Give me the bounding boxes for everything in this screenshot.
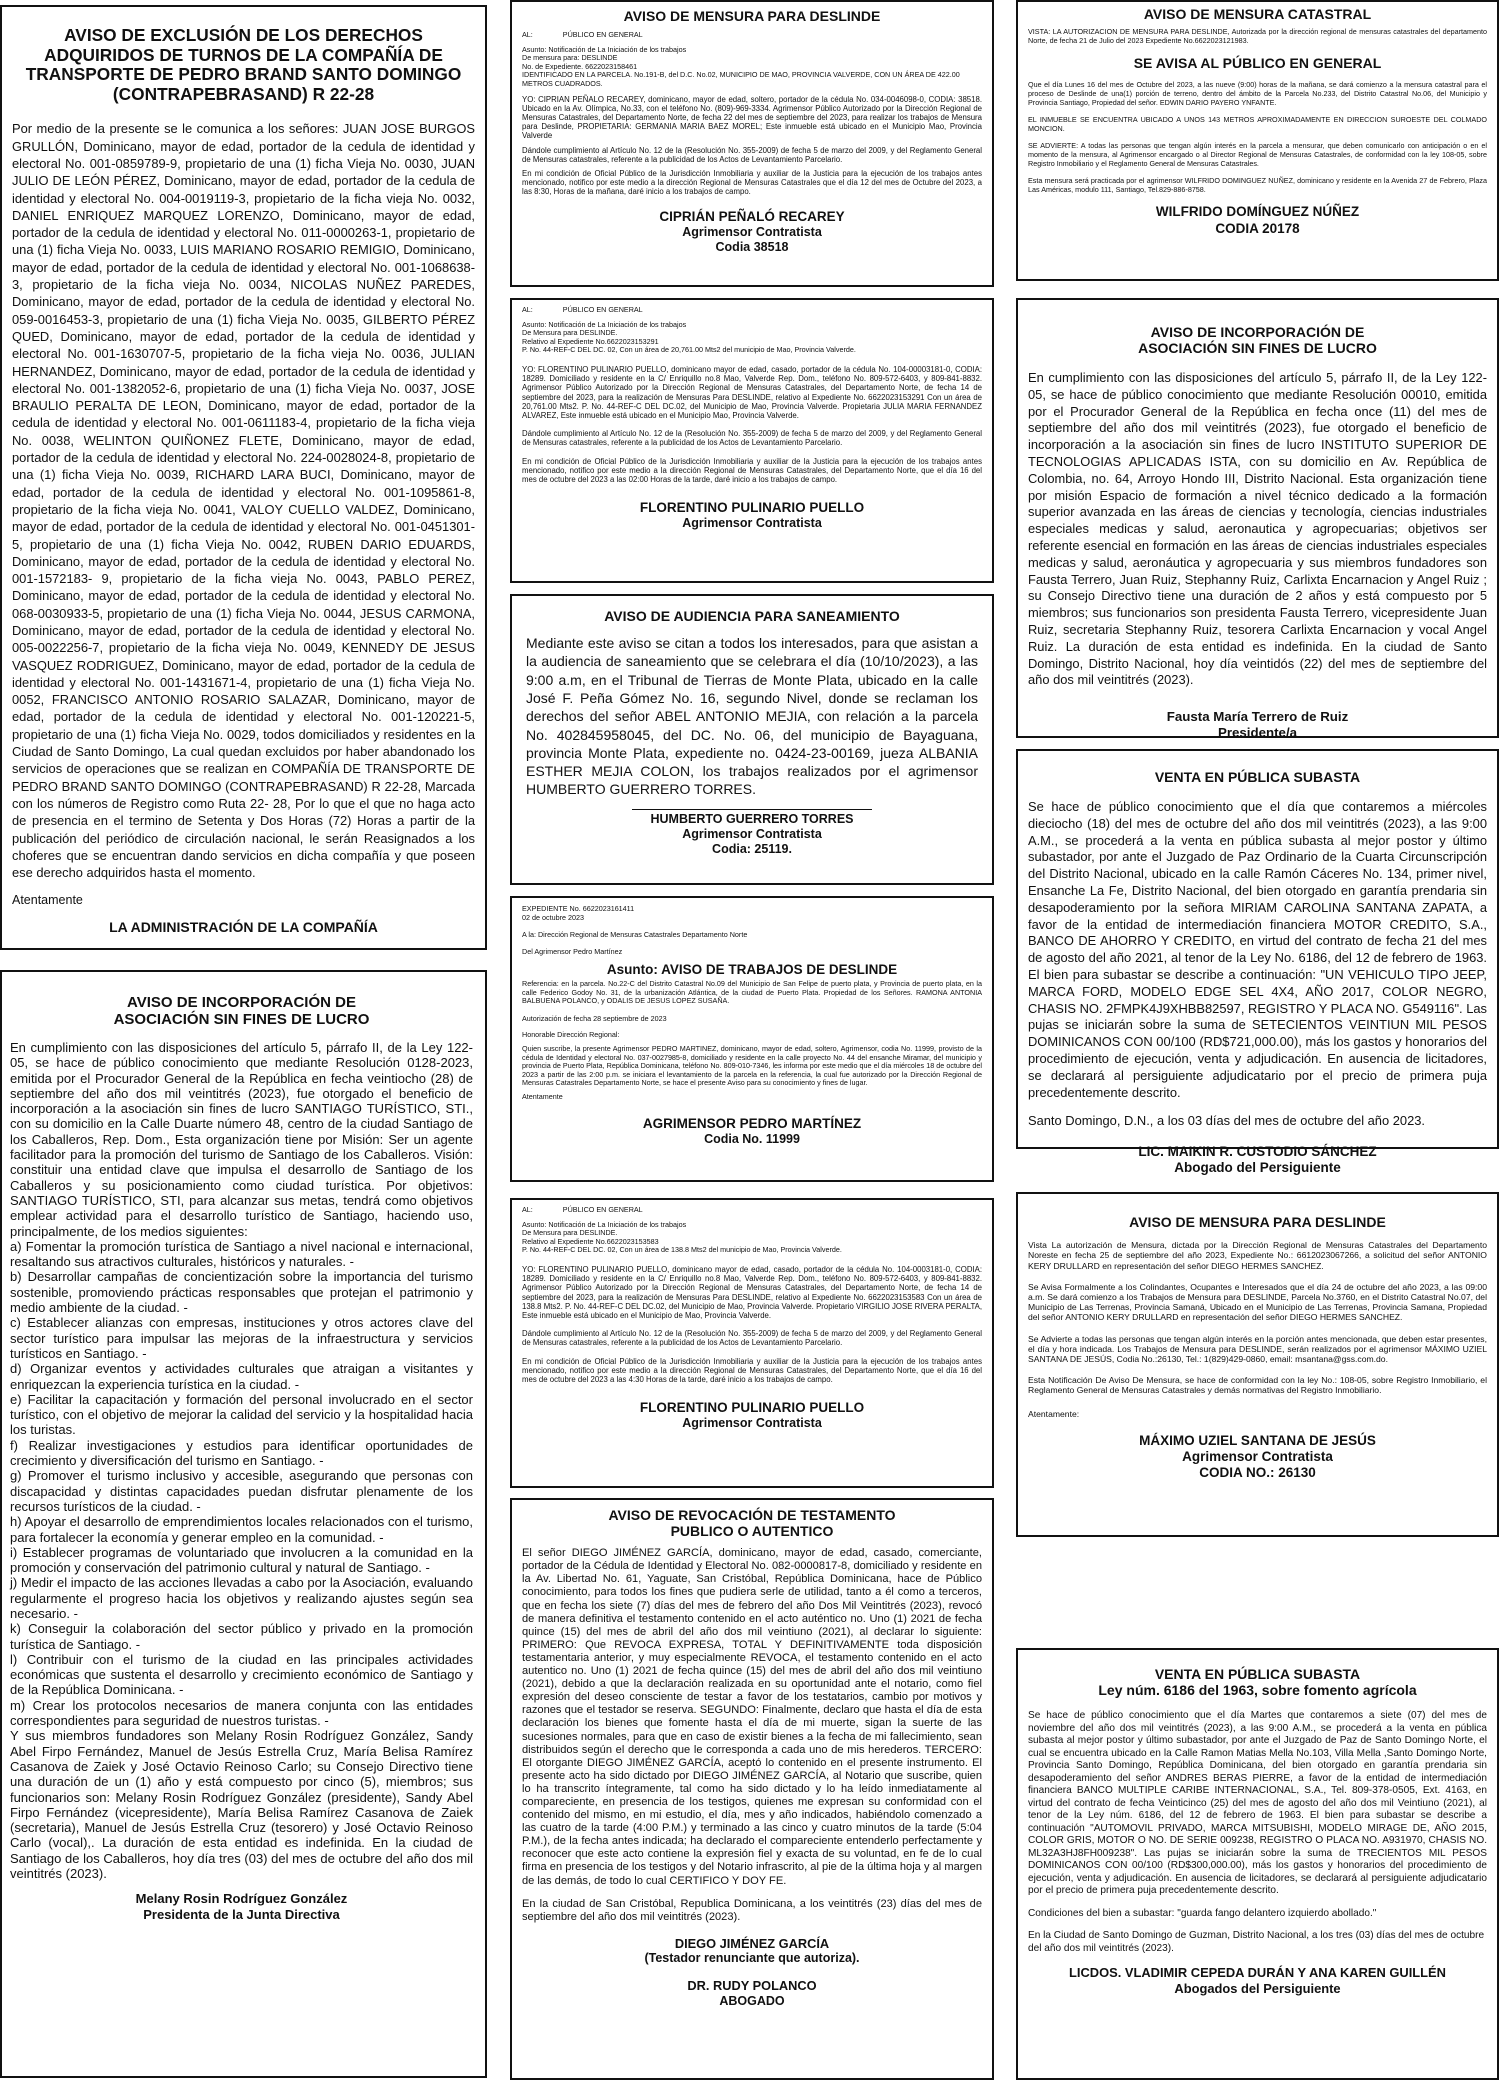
signature-codia: Codia 38518: [715, 239, 789, 254]
notice-title: AVISO DE MENSURA PARA DESLINDE: [1129, 1214, 1386, 1230]
header-block: [522, 905, 982, 957]
notice-title: VENTA EN PÚBLICA SUBASTA: [1154, 1666, 1361, 1682]
subject-line: De Mensura para DESLINDE.: [522, 1228, 618, 1238]
signature-name: WILFRIDO DOMÍNGUEZ NÚÑEZ: [1155, 204, 1360, 220]
notice-subtitle: PUBLICO O AUTENTICO: [670, 1523, 834, 1540]
signature-company: LA ADMINISTRACIÓN DE LA COMPAÑÍA: [109, 919, 378, 936]
notice-body: Mediante este aviso se citan a todos los interesados, para que asistan a la audiencia de saneamiento que se celebrara el día (10/10/2023), a las 9:00 a.m, en el Tribunal de Tierras de Monte Plata, ubicado en la calle José F. Peña Gómez No. 16, segundo Nivel, donde se reclaman los derechos del señor ABEL ANTONIO MEJIA, con relación a la parcela No. 402845958045, del DC. No. 06, del municipio de Bayaguana, provincia Monte Plata, expediente no. 0424-23-00169, jueza ALBANIA ESTHER MEJIA COLON, los trabajos realizados por el agrimensor HUMBERTO GUERRERO TORRES.: [526, 635, 978, 798]
signature-line: [632, 809, 872, 810]
signature-name: Melany Rosin Rodríguez González: [135, 1891, 348, 1907]
signature-role: (Testador renunciante que autoriza).: [644, 1951, 860, 1966]
notice-paragraph: i) Establecer programas de voluntariado que involucren a la comunidad en la promoción y conservación del patrimonio cultural y natural de Santiago. -: [10, 1544, 473, 1576]
notice-paragraph: Se Advierte a todas las personas que tengan algún interés en la porción antes mencionada, que deben estar presentes, el día y hora indicada. Los Trabajos de Mensura para DESLINDE, serán realizados por el agrimensor MÁXIMO UZIEL SANTANA DE JESÚS, Codia No.:26130, Tel.: 1(829)429-0860, email: msantana@gss.com.do.: [1028, 1333, 1487, 1364]
notice-title: AVISO DE INCORPORACIÓN DE ASOCIACIÓN SIN FINES DE LUCRO: [1138, 324, 1377, 356]
notice-paragraph: j) Medir el impacto de las acciones llevadas a cabo por la Asociación, evaluando regularmente el progreso hacia los objetivos y realizando ajustes según sea necesario. -: [10, 1575, 473, 1621]
signature-codia: CODIA NO.: 26130: [1199, 1465, 1316, 1481]
signature-role: Agrimensor Contratista: [682, 516, 822, 531]
signature-name: DIEGO JIMÉNEZ GARCÍA: [674, 1935, 830, 1951]
notice-paragraph: d) Organizar eventos y actividades culturales que atraigan a visitantes y enriquezcan la experiencia turística en la ciudad. -: [10, 1361, 473, 1392]
subject-line: Asunto: Notificación de La Iniciación de los trabajos: [522, 319, 687, 329]
signature-name: AGRIMENSOR PEDRO MARTÍNEZ: [642, 1115, 862, 1131]
notice-body: [10, 1040, 473, 1881]
subject-line: Relativo al Expediente No.6622023153583: [522, 1236, 659, 1246]
notice-paragraph: EL INMUEBLE SE ENCUENTRA UBICADO A UNOS 143 METROS APROXIMADAMENTE EN DIRECCION SUROESTE DEL COLMADO MONCION.: [1028, 115, 1487, 133]
notice-paragraph: SE ADVIERTE: A todas las personas que tengan algún interés en la parcela a mensurar, que deben comunicarlo con anticipación o en el momento de la mensura, al Agrimensor encargado o al Director Regional de Mensuras Catastrales, de conformidad con la ley 108-05, sobre Registro Inmobiliario y el Reglamento General de Mensuras Catastrales.: [1028, 141, 1487, 168]
subject-line: P. No. 44-REF-C DEL DC. 02, Con un área de 20,761.00 Mts2 del municipio de Mao, Provincia Valverde.: [522, 345, 856, 355]
notice-paragraph: Dándole cumplimiento al Artículo No. 12 de la (Resolución No. 355-2009) de fecha 5 de marzo del 2009, y del Reglamento General de Mensuras catastrales, referente a la publicidad de los Actos de Levantamiento Parcelario.: [522, 145, 982, 164]
notice-paragraph: Vista La autorización de Mensura, dictada por la Dirección Regional de Mensuras Catastrales del Departamento Noreste en fecha 25 de septiembre del año 2023, Expediente No.: 6612023067266, a solicitud del señor ANTONIO KERY DRULLARD en representación del señor DIEGO HERMES SANCHEZ.: [1028, 1240, 1487, 1271]
notice-paragraph: YO: FLORENTINO PULINARIO PUELLO, dominicano mayor de edad, casado, portador de la cédula No. 104-0003181-0, CODIA: 18289. Domiciliado y residente en la C/ Enriquillo no.8 Mao, Valverde Rep. Dom., teléfono No. 809-572-6403, y 809-841-8832. Agrimensor Público Autorizado por la Dirección Regional de Mensuras Catastrales, del Departamento Norte, de fecha 14 de septiembre del 2023, para la realización de Mensuras Para DESLINDE, relativo al Expediente No. 6622023153583 Con un área de 138.8 Mts2. P. No. 44-REF-C DEL DC.02, del Municipio de Mao, Provincia Valverde. Propietario VIRGILIO JOSE RIVERA PERALTA, Este inmueble está ubicado en el Municipio de Mao, Provincia Valverde.: [522, 1264, 982, 1320]
signature-name: MÁXIMO UZIEL SANTANA DE JESÚS: [1139, 1432, 1376, 1448]
notice-mensura-deslinde-pulinario-2: [510, 1198, 994, 1488]
signature-codia: CODIA 20178: [1215, 220, 1300, 236]
notice-paragraph: YO: FLORENTINO PULINARIO PUELLO, dominicano mayor de edad, casado, portador de la cédula No. 104-00003181-0, CODIA: 18289. Domiciliado y residente en la C/ Enriquillo no.8 Mao, Valverde Rep. Dom., teléfono No. 809-572-6403, y 809-841-8832. Agrimensor Público Autorizado por la Dirección Regional de Mensuras Catastrales, del Departamento Norte, de fecha 14 de septiembre del 2023, para la realización de Mensuras Para DESLINDE, relativo al Expediente No. 6622023153291 Con un área de 20,761.00 Mts2. P. No. 44-REF-C DEL DC.02, del Municipio de Mao, Provincia Valverde. Propietaria JULIA MARIA FERNANDEZ ALVAREZ, Este inmueble está ubicado en el Municipio Mao, Provincia Valverde.: [522, 364, 982, 420]
subject-block: [522, 1221, 982, 1255]
subject-line: De mensura para: DESLINDE: [522, 53, 618, 63]
signature-codia: Codia: 25119.: [712, 841, 792, 856]
notice-paragraph: Dándole cumplimiento al Artículo No. 12 de la (Resolución No. 355-2009) de fecha 5 de marzo del 2009, y del Reglamento General de Mensuras catastrales, referente a la publicidad de los Actos de Levantamiento Parcelario.: [522, 429, 982, 448]
subject-line: No. de Expediente. 6622023158461: [522, 61, 638, 71]
signature-name: FLORENTINO PULINARIO PUELLO: [639, 1400, 865, 1416]
header-line: 02 de octubre 2023: [522, 912, 584, 922]
notice-paragraph: Esta Notificación De Aviso De Mensura, se hace de conformidad con la ley No.: 108-05, sobre Registro Inmobiliario, el Reglamento General de Mensuras Catastrales y demás normativas del Registro Inmobiliario.: [1028, 1375, 1487, 1396]
closing-text: Atentamente:: [1028, 1408, 1080, 1419]
notice-exclusion-turnos: [0, 5, 487, 950]
notice-incorporacion-santiago: [0, 970, 487, 2078]
notice-paragraph: m) Crear los protocolos necesarios de manera conjunta con las entidades correspondientes para seguridad de nuestros turistas. -: [10, 1697, 473, 1729]
notice-incorporacion-ista: [1016, 298, 1499, 741]
notice-subtitle: SE AVISA AL PÚBLICO EN GENERAL: [1133, 55, 1382, 72]
recipient-line: AL: PÚBLICO EN GENERAL: [522, 1205, 643, 1214]
signature-name: LIC. MAIKIN R. CUSTODIO SÁNCHEZ: [1138, 1144, 1377, 1160]
signature-role: Agrimensor Contratista: [682, 1416, 822, 1431]
notice-title: AVISO DE MENSURA PARA DESLINDE: [623, 8, 881, 24]
notice-paragraph: Dándole cumplimiento al Artículo No. 12 de la (Resolución No. 355-2009) de fecha 5 de marzo del 2009, y del Reglamento General de Mensuras catastrales, referente a la publicidad de los Actos de Levantamiento Parcelario.: [522, 1329, 982, 1348]
notice-paragraph: YO: CIPRIAN PEÑALO RECAREY, dominicano, mayor de edad, soltero, portador de la cédula No. 034-0046098-0, CODIA: 38518. Ubicado en la Av. Olímpica, No.33, con el teléfono No. (809)-969-3334. Agrimensor Público Autorizado por la Dirección Regional de Mensuras Catastrales, del Departamento Norte, de fecha 22 del mes de septiembre del 2023, para realizar los trabajos de Mensura para Deslinde, PROPIETARIA: GERMANIA MARIA BAEZ MOREL; Este inmueble está ubicado en el Municipio Mao, Provincia Valverde: [522, 94, 982, 141]
notice-paragraph: e) Facilitar la capacitación y formación del personal involucrado en el sector turístico, con el objetivo de mejorar la calidad del servicio y la hospitalidad hacia los turistas.: [10, 1391, 473, 1438]
signature-name: HUMBERTO GUERRERO TORRES: [650, 811, 854, 826]
place-date: En la ciudad de San Cristóbal, Republica Dominicana, a los veintitrés (23) días del mes de septiembre del año dos mil veintitrés (2023).: [522, 1897, 982, 1923]
notice-paragraph: En mi condición de Oficial Público de la Jurisdicción Inmobiliaria y auxiliar de la Justicia para la ejecución de los trabajos antes mencionado, notifico por este medio a la dirección Regional de Mensuras Catastrales, del Departamento Norte, que el día 16 del mes de octubre del 2023 a las 4:30 Horas de la tarde, daré inicio a los trabajos de campo.: [522, 1356, 982, 1384]
notice-title: AVISO DE AUDIENCIA PARA SANEAMIENTO: [604, 608, 900, 624]
notice-body: Se hace de público conocimiento que el día que contaremos a miércoles dieciocho (18) del mes de octubre del año dos mil veintitrés (2023), a las 9:00 A.M., se procederá a la venta en pública subasta al mejor postor y último subastador, por ante el Juzgado de Paz Ordinario de la Cuarta Circunscripción del Distrito Nacional, ubicado en la calle Ramón Cáceres No. 134, primer nivel, Ensanche La Fe, Distrito Nacional, del bien otorgado en garantía prendaria sin desapoderamiento por la señora MIRIAM CAROLINA SANTANA ZAPATA, a favor de la entidad de intermediación financiera MOTOR CREDITO, S.A., BANCO DE AHORRO Y CREDITO, en virtud del contrato de fecha 21 del mes de agosto del año 2021, al tenor de la Ley No. 6186, del 12 de febrero de 1963. El bien para subastar se describe a continuación: "UN VEHICULO TIPO JEEP, MARCA FORD, MODELO EDGE SEL 4X4, AÑO 2017, COLOR NEGRO, CHASIS NO. 2FMPK4J9XHBB82597, REGISTRO Y PLACA NO. G549116". Las pujas se iniciarán sobre la suma de SETECIENTOS VEINTIUN MIL PESOS DOMINICANOS CON 00/100 (RD$721,000.00), más los gastos y honorarios del procedimiento de ejecución, venta y adjudicación. En ausencia de licitadores, se declarará al persiguiente adjudicatario por el precio de primera puja precedentemente descrito.: [1028, 799, 1487, 1100]
place-date: Santo Domingo, D.N., a los 03 días del mes de octubre del año 2023.: [1028, 1113, 1425, 1129]
notice-title: AVISO DE EXCLUSIÓN DE LOS DERECHOS ADQUIRIDOS DE TURNOS DE LA COMPAÑÍA DE TRANSPORTE DE PEDRO BRAND SANTO DOMINGO (CONTRAPEBRASAND) R 22-28: [25, 25, 462, 104]
notice-mensura-catastral: [1016, 0, 1499, 281]
signature-role: Agrimensor Contratista: [682, 826, 822, 841]
subject-line: Asunto: Notificación de La Iniciación de los trabajos: [522, 1219, 687, 1229]
notice-paragraph: En mi condición de Oficial Público de la Jurisdicción Inmobiliaria y auxiliar de la Justicia para la ejecución de los trabajos antes mencionado, notifico por este medio a la dirección Regional de Mensuras Catastrales que el día 12 del mes de Octubre del 2023, a las 8:30, Horas de la mañana, daré inicio a los trabajos de campo.: [522, 169, 982, 197]
notice-paragraph: c) Establecer alianzas con empresas, instituciones y otros actores clave del sector turístico para impulsar las mejoras de la infraestructura y servicios turísticos en Santiago. -: [10, 1315, 473, 1361]
notice-paragraph: l) Contribuir con el turismo de la ciudad en las principales actividades económicas que sustenta el desarrollo y crecimiento económico de Santiago y de la República Dominicana. -: [10, 1651, 473, 1698]
notice-paragraph: En cumplimiento con las disposiciones del artículo 5, párrafo II, de la Ley 122-05, se hace de público conocimiento que mediante Resolución 0128-2023, emitida por el Procurador General de la República en fecha veintiocho (28) de septiembre del año dos mil veintitrés (2023), fue otorgado el beneficio de incorporación a la asociación sin fines de lucro SANTIAGO TURÍSTICO, STI., con su domicilio en la Calle Duarte número 48, centro de la ciudad Santiago de los Caballeros, Rep. Dom., Esta organización tiene por Misión: Ser un agente facilitador para la promoción del turismo de Santiago de los Caballeros. Visión: constituir una entidad clave que impulsa el desarrollo de Santiago de los Caballeros y su posicionamiento como ciudad turística. Por objetivos: SANTIAGO TURÍSTICO, STI, para alcanzar sus metas, tendrá como objetivos emplear actividad para el desarrollo turístico de Santiago, haciendo uso, principalmente, de los medios siguientes:: [10, 1040, 473, 1239]
signature-name: Fausta María Terrero de Ruiz: [1166, 709, 1349, 725]
signature-role: Presidenta de la Junta Directiva: [143, 1906, 340, 1922]
signature-role: Presidente/a: [1217, 725, 1298, 741]
notice-paragraph: f) Realizar investigaciones y estudios para identificar oportunidades de crecimiento y diversificación del turismo en Santiago. -: [10, 1437, 473, 1469]
lawyer-role: ABOGADO: [719, 1993, 785, 2008]
recipient-line: AL: PÚBLICO EN GENERAL: [522, 30, 643, 40]
notice-trabajos-deslinde-martinez: [510, 896, 994, 1182]
subject-line: P. No. 44-REF-C DEL DC. 02, Con un área de 138.8 Mts2 del municipio de Mao, Provincia Valverde.: [522, 1245, 842, 1255]
notice-body: Se hace de público conocimiento que el día Martes que contaremos a siete (07) del mes de noviembre del año dos mil veintitrés (2023), a las 9:00 A.M., se procederá a la venta en pública subasta al mejor postor y último subastador, por ante el Juzgado de Paz de Santo Domingo Norte, el cual se encuentra ubicado en la Calle Ramon Matias Mella No.103, Villa Mella ,Santo Domingo Norte, Provincia Santo Domingo, República Dominicana, del bien otorgado en garantía prendaria sin desapoderamiento del señor ANDRES BERAS PIERRE, a favor de la entidad de intermediación financiera BANCO MULTIPLE CARIBE INTERNACIONAL, S.A., Tel. 809-378-0505, Ext. 4163, en virtud del contrato de fecha Veinticinco (25) del mes de agosto del año dos mil Veintiuno (2021), al tenor de la Ley núm. 6186, del 12 de febrero de 1963. El bien para subastar se describe a continuación "AUTOMOVIL PRIVADO, MARCA MITSUBISHI, MODELO MIRAGE DE, AÑO 2015, COLOR GRIS, MOTOR O NO. DE SERIE 009238, REGISTRO O PLACA NO. A931970, CHASIS NO. ML32A3HJ8FH009238". Las pujas se iniciarán sobre la suma de TRECIENTOS MIL PESOS DOMINICANOS CON 00/100 (RD$300,000.00), más los gastos y honorarios del procedimiento de ejecución, venta y adjudicación. En ausencia de licitadores, se declarará al persiguiente adjudicatario por el precio de primera puja precedentemente descrito.: [1028, 1710, 1487, 1897]
notice-subtitle: Ley núm. 6186 del 1963, sobre fomento agrícola: [1098, 1682, 1417, 1699]
notice-body: En cumplimiento con las disposiciones del artículo 5, párrafo II, de la Ley 122-05, se hace de público conocimiento que mediante Resolución 00010, emitida por el Procurador General de la República en fecha once (11) del mes de septiembre del año dos mil veintitrés (2023), fue otorgado el beneficio de incorporación a la asociación sin fines de lucro INSTITUTO SUPERIOR DE TECNOLOGIAS APLICADAS ISTA, con su domicilio en Av. República de Colombia, no. 64, Arroyo Hondo III, Distrito Nacional. Esta organización tiene por misión Espacio de formación a nivel técnico dedicado a la formación superior avanzada en las áreas de ciencias y tecnología, ciencias industriales especiales medicas y salud, aeronautica y agropecuarias; objetivos ser referente esencial en formación en las áreas de ciencias industriales especiales medicas y salud, aeronáutica y agropecuaria y sus miembros fundadores son Fausta Terrero, Juan Ruiz, Stephanny Ruiz, Carlixta Encarnacion y Angel Ruiz ; su Consejo Directivo tiene una duración de 2 años y está compuesto por 5 miembros; sus funcionarios son presidenta Fausta Terrero, vicepresidente Juan Ruiz, secretaria Stephanny Ruiz, tesorera Carlixta Encarnacion y vocal Angel Ruiz. La duración de esta entidad es indefinida. En la ciudad de Santo Domingo, Distrito Nacional, hoy día veintidós (22) del mes de septiembre del año dos mil veintitrés (2023).: [1028, 370, 1487, 688]
header-line: Del Agrimensor Pedro Martínez: [522, 946, 623, 956]
header-line: A la: Dirección Regional de Mensuras Catastrales Departamento Norte: [522, 929, 748, 939]
notice-paragraph: a) Fomentar la promoción turística de Santiago a nivel nacional e internacional, resaltando sus atractivos culturales, históricos y naturales. -: [10, 1238, 473, 1270]
signature-name: FLORENTINO PULINARIO PUELLO: [639, 500, 865, 516]
notice-audiencia-saneamiento: [510, 594, 994, 885]
notice-title: AVISO DE INCORPORACIÓN DE ASOCIACIÓN SIN FINES DE LUCRO: [113, 994, 370, 1028]
notice-body: El señor DIEGO JIMÉNEZ GARCÍA, dominicano, mayor de edad, casado, comerciante, portador de la Cédula de Identidad y Electoral No. 082-0000817-8, domiciliado y residente en la Av. Libertad No. 61, Yaguate, San Cristóbal, República Dominicana, hace de Público conocimiento, para todos los fines que pudiera serle de utilidad, tanto a él como a terceros, que en fecha los siete (7) días del mes de febrero del año Dos Mil Veintitrés (2023), revocó de manera definitiva el testamento contenido en el acto auténtico no. Uno (1) 2021 de fecha quince (15) del mes de abril del año dos mil veintiuno (2021), al declarar lo siguiente: PRIMERO: Que REVOCA EXPRESA, TOTAL Y DEFINITIVAMENTE toda disposición testamentaria anterior, y muy especialmente REVOCA, el testamento contenido en el acto autentico no. Uno (1) 2021 de fecha quince (15) del mes de abril del año dos mil veintiuno (2021), debido a que la declaración realizada en su oportunidad ante el notario, como fiel expresión del deseo consciente de testar a favor de los testatarios, cambio por motivos y razones que el testador se reserva. SEGUNDO: Finalmente, declaro que hasta el día de esta declaración los bienes que fomente hasta el día de mi muerte, sigan la suerte de las sucesiones normales, para que en caso de existir bienes a la fecha de mi fallecimiento, sean distribuidos según el derecho que le corresponda a cada uno de mis herederos. TERCERO: El otorgante DIEGO JIMÉNEZ GARCÍA, aceptó lo contenido en el presente instrumento. El presente acto ha sido dictado por DIEGO JIMÉNEZ GARCÍA, al Notario que suscribe, quien lo ha transcrito íntegramente, tal como ha sido dictado y lo ha leído inmediatamente al compareciente, en presencia de los testigos, quienes me expresan su conformidad con el contenido del mismo, en mi estudio, el día, mes y año indicados, habiéndolo comenzado a las cuatro de la tarde (4:00 P.M.) y terminado a las cinco y cuatro minutos de la tarde (5:04 P.M.), de la fecha antes indicada; ha declarado el compareciente entenderlo perfectamente y reconocer que este acto contiene la expresión fiel y exacta de su voluntad, en fe de lo cual firma en presencia de los testigos y del Notario infrascrito, al pie de la última hoja y al margen de las demás, de todo lo cual CERTIFICO Y DOY FE.: [522, 1547, 982, 1887]
notice-reference: Referencia: en la parcela. No.22-C del Distrito Catastral No.09 del Municipio de San Felipe de puerto plata, y Provincia de puerto plata, en la calle Federico Godoy No. 31, de la urbanización Atlántica, de la ciudad de Puerto Plata. Propiedad de los Señores. RAMONA ANTONIA BALBUENA POLANCO, y ODALIS DE JESUS LOPEZ SUSAÑA.: [522, 979, 982, 1006]
notice-title: AVISO DE MENSURA CATASTRAL: [1143, 6, 1372, 22]
notice-paragraph: Que el día Lunes 16 del mes de Octubre del 2023, a las nueve (9:00) horas de la mañana, se dará comienzo a la mensura catastral para el proceso de Deslinde de una(1) porción de terreno, dentro del ámbito de la Parcela No.233, del Distrito Catastral No.06, del Municipio y Provincia Santiago, Propiedad del señor. EDWIN DARIO PAYERO YNFANTE.: [1028, 80, 1487, 107]
notice-mensura-deslinde-penalo: [510, 0, 994, 287]
notice-paragraph: En mi condición de Oficial Público de la Jurisdicción Inmobiliaria y auxiliar de la Justicia para la ejecución de los trabajos antes mencionado, notifico por este medio a la dirección Regional de Mensuras Catastrales, del Departamento Norte, que el día 16 del mes de octubre del 2023 a las 02:00 Horas de la tarde, daré inicio a los trabajos de campo.: [522, 456, 982, 484]
subject-line: IDENTIFICADO EN LA PARCELA. No.191-B, del D.C. No.02, MUNICIPIO DE MAO, PROVINCIA VALVERDE, CON UN ÁREA DE 422.00 METROS CUADRADOS.: [522, 70, 960, 89]
notice-title: VENTA EN PÚBLICA SUBASTA: [1154, 769, 1361, 785]
signature-role: Agrimensor Contratista: [1182, 1448, 1333, 1464]
notice-body: Por medio de la presente se le comunica a los señores: JUAN JOSE BURGOS GRULLÓN, Dominicano, mayor de edad, portador de la cedula de identidad y electoral No. 001-0859789-9, propietario de una (1) ficha Vieja No. 0030, JUAN JULIO DE LEÓN PÉREZ, Dominicano, mayor de edad, portador de la cedula de identidad y electoral No. 004-0019119-3, propietario de la ficha vieja No. 0032, DANIEL ENRIQUEZ MARQUEZ LORENZO, Dominicano, mayor de edad, portador de la cedula de identidad y electoral No. 011-0000263-1, propietario de una (1) ficha Vieja No. 0033, LUIS MARIANO ROSARIO REMIGIO, Dominicano, mayor de edad, portador de la cedula de identidad y electoral No. 001-1068638-3, propietario de la ficha vieja No. 0034, NICOLAS NUÑEZ PAREDES, Dominicano, mayor de edad, portador de la cedula de identidad y electoral No. 059-0016453-3, propietario de una (1) ficha Vieja No. 0035, GILBERTO PÉREZ QUED, Dominicano, mayor de edad, portador de la cedula de identidad y electoral No. 001-1630707-5, propietario de la ficha vieja No. 0036, JULIAN HERNANDEZ, Dominicano, mayor de edad, portador de la cedula de identidad y electoral No. 001-1382052-6, propietario de una (1) ficha Vieja No. 0037, JOSE BRAULIO PERALTA DE LEON, Dominicano, mayor de edad, portador de la cedula de identidad y electoral No. 001-0611183-4, propietario de la ficha vieja No. 0038, WELINTON QUIÑONEZ FLETE, Dominicano, mayor de edad, portador de la cedula de identidad y electoral No. 224-0028024-8, propietario de una (1) ficha Vieja No. 0039, RICHARD LARA BUCI, Dominicano, mayor de edad, portador de la cedula de identidad y electoral No. 001-1095861-8, propietario de la ficha vieja No. 0041, VALOY CUELLO VALDEZ, Dominicano, mayor de edad, portador de la cedula de identidad y electoral No. 001-0451301-5, propietario de una (1) ficha Vieja No. 0042, RUBEN DARIO EDUARDS, Dominicano, mayor de edad, portador de la cedula de identidad y electoral No. 001-1572183- 9, propietario de la ficha vieja No. 0043, PABLO PEREZ, Dominicano, mayor de edad, portador de la cedula de identidad y electoral No. 068-0030933-5, propietario de una (1) ficha Vieja No. 0044, JESUS CARMONA, Dominicano, mayor de edad, portador de la cedula de identidad y electoral No. 005-0022256-7, propietario de la ficha vieja No. 0049, KENNEDY DE JESUS VASQUEZ RODRIGUEZ, Dominicano, mayor de edad, portador de la cedula de identidad y electoral No. 001-1431671-4, propietario de una (1) ficha Vieja No. 0052, FRANCISCO ANTONIO ROSARIO SALAZAR, Dominicano, mayor de edad, portador de la cedula de identidad y electoral No. 001-120221-5, propietario de una (1) ficha Vieja No. 0029, todos domiciliados y residentes en la Ciudad de Santo Domingo, La cual quedan excluidos por haber abandonado los servicios de operaciones que se realizan en COMPAÑÍA DE TRANSPORTE DE PEDRO BRAND SANTO DOMINGO (CONTRAPEBRASAND) R 22-28, Marcada con los números de Registro como Ruta 22- 28, Por lo que el que no haga acto de presencia en el termino de Setenta y Dos Horas (72) Horas a partir de la publicación del periódico de circulación nacional, le serán Reasignados a los choferes que se encuentran dando servicios en dicha compañía y que poseen ese derecho adquiridos hasta el momento.: [12, 121, 475, 881]
notice-title: AVISO DE REVOCACIÓN DE TESTAMENTO: [608, 1507, 896, 1523]
condition-text: Condiciones del bien a subastar: "guarda fango delantero izquierdo abollado.": [1028, 1907, 1377, 1919]
place-date: En la Ciudad de Santo Domingo de Guzman, Distrito Nacional, a los tres (03) días del mes de octubre del año dos mil veintitrés (2023).: [1028, 1930, 1485, 1954]
subject-line: Asunto: Notificación de La Iniciación de los trabajos: [522, 44, 687, 54]
notice-body: Quien suscribe, la presente Agrimensor PEDRO MARTINEZ, dominicano, mayor de edad, soltero, Agrimensor, codia No. 11999, provisto de la cédula de Identidad y electoral No. 037-0027985-8, domiciliado y residente en la calle proyecto No. 44 del ensanche Miramar, del municipio y provincia de Puerto Plata, República Dominicana, teléfono No. 809-010-7346, les informa por este medio que el día miércoles 18 de octubre del 2023 a partir de las 2:00 p.m. se iniciara el levantamiento de la parcela en la referencia, la cual fue autorizado por la Dirección Regional de Mensuras Catastrales Departamento Norte, se hace el presente Aviso para su conocimiento y fines de lugar.: [522, 1044, 982, 1088]
notice-paragraph: Se Avisa Formalmente a los Colindantes, Ocupantes e Interesados que el día 24 de octubre del año 2023, a las 09:00 a.m. Se dará comienzo a los Trabajos de Mensura para DESLINDE, Parcela No.3760, en el Distrito Catastral No.07, del Municipio de Las Terrenas, Provincia Samaná, Ubicado en el Municipio de Las Terrenas, Provincia Samana, Propiedad del señor ANTONIO KERY DRULLARD en representación del señor DIEGO HERMES SANCHEZ.: [1028, 1281, 1487, 1323]
closing-text: Atentamente: [522, 1092, 563, 1102]
notice-paragraph: b) Desarrollar campañas de concientización sobre la importancia del turismo sostenible, promoviendo prácticas responsables que protejan el patrimonio y medio ambiente de la ciudad. -: [10, 1269, 473, 1316]
subject-line: De Mensura para DESLINDE.: [522, 328, 618, 338]
notice-venta-subasta-ford: [1016, 749, 1499, 1176]
notice-paragraph: Esta mensura será practicada por el agrimensor WILFRIDO DOMINGUEZ NUÑEZ, dominicano y residente en la Avenida 27 de Febrero, Plaza Las Américas, modulo 111, Santiago, Tel.829-886-8758.: [1028, 176, 1487, 194]
notice-mensura-deslinde-pulinario-1: [510, 298, 994, 583]
subject-block: [522, 46, 982, 89]
lawyer-name: DR. RUDY POLANCO: [687, 1978, 817, 1994]
subject-line: Relativo al Expediente No.6622023153291: [522, 336, 659, 346]
notice-paragraph: VISTA: LA AUTORIZACION DE MENSURA PARA DESLINDE, Autorizada por la dirección regional de mensuras catastrales del departamento Norte, de fecha 21 de Julio del 2023 Expediente No.6622023121983.: [1028, 27, 1487, 45]
notice-venta-subasta-mitsubishi: [1016, 1648, 1499, 2080]
notice-title: Asunto: AVISO DE TRABAJOS DE DESLINDE: [606, 961, 898, 977]
closing-text: Atentamente: [12, 893, 83, 908]
signature-name: CIPRIÁN PEÑALÓ RECAREY: [659, 208, 845, 224]
notice-revocacion-testamento: [510, 1498, 994, 2080]
notice-paragraph: h) Apoyar el desarrollo de emprendimientos locales relacionados con el turismo, para fortalecer la economía y generar empleo en la comunidad. -: [10, 1514, 473, 1545]
signature-role: Agrimensor Contratista: [682, 224, 822, 239]
signature-codia: Codia No. 11999: [704, 1131, 800, 1146]
header-line: EXPEDIENTE No. 6622023161411: [522, 904, 635, 913]
signature-role: Abogado del Persiguiente: [1174, 1160, 1341, 1176]
authorization-date: Autorización de fecha 28 septiembre de 2023: [522, 1013, 667, 1023]
salutation: Honorable Dirección Regional:: [522, 1030, 620, 1040]
signature-role: Abogados del Persiguiente: [1174, 1980, 1341, 1996]
notice-paragraph: k) Conseguir la colaboración del sector público y privado en la promoción turística de Santiago. -: [10, 1621, 473, 1652]
notice-paragraph: Y sus miembros fundadores son Melany Rosin Rodríguez González, Sandy Abel Firpo Fernández, Manuel de Jesús Estrella Cruz, María Belisa Ramírez Casanova de Zaiek y José Octavio Reinoso Carlo; su Consejo Directivo tiene una duración de un (1) año y está compuesto por cinco (5), miembros; sus funcionarios son: Melany Rosin Rodríguez González (presidente), Sandy Abel Firpo Fernández (vicepresidente), María Belisa Ramírez Casanova de Zaiek (secretaria), Manuel de Jesús Estrella Cruz (tesorero) y José Octavio Reinoso Carlo (vocal),. La duración de esta entidad es indefinida. En la ciudad de Santiago de los Caballeros, hoy día tres (03) del mes de octubre del año dos mil veintitrés (2023).: [10, 1728, 473, 1882]
signature-name: LICDOS. VLADIMIR CEPEDA DURÁN Y ANA KAREN GUILLÉN: [1069, 1965, 1446, 1981]
notice-mensura-deslinde-santana: [1016, 1192, 1499, 1537]
recipient-line: AL: PÚBLICO EN GENERAL: [522, 305, 643, 314]
notice-paragraph: g) Promover el turismo inclusivo y accesible, asegurando que personas con discapacidad y distintas capacidades puedan disfrutar plenamente de los recursos turísticos de la ciudad. -: [10, 1468, 473, 1514]
subject-block: [522, 321, 982, 355]
